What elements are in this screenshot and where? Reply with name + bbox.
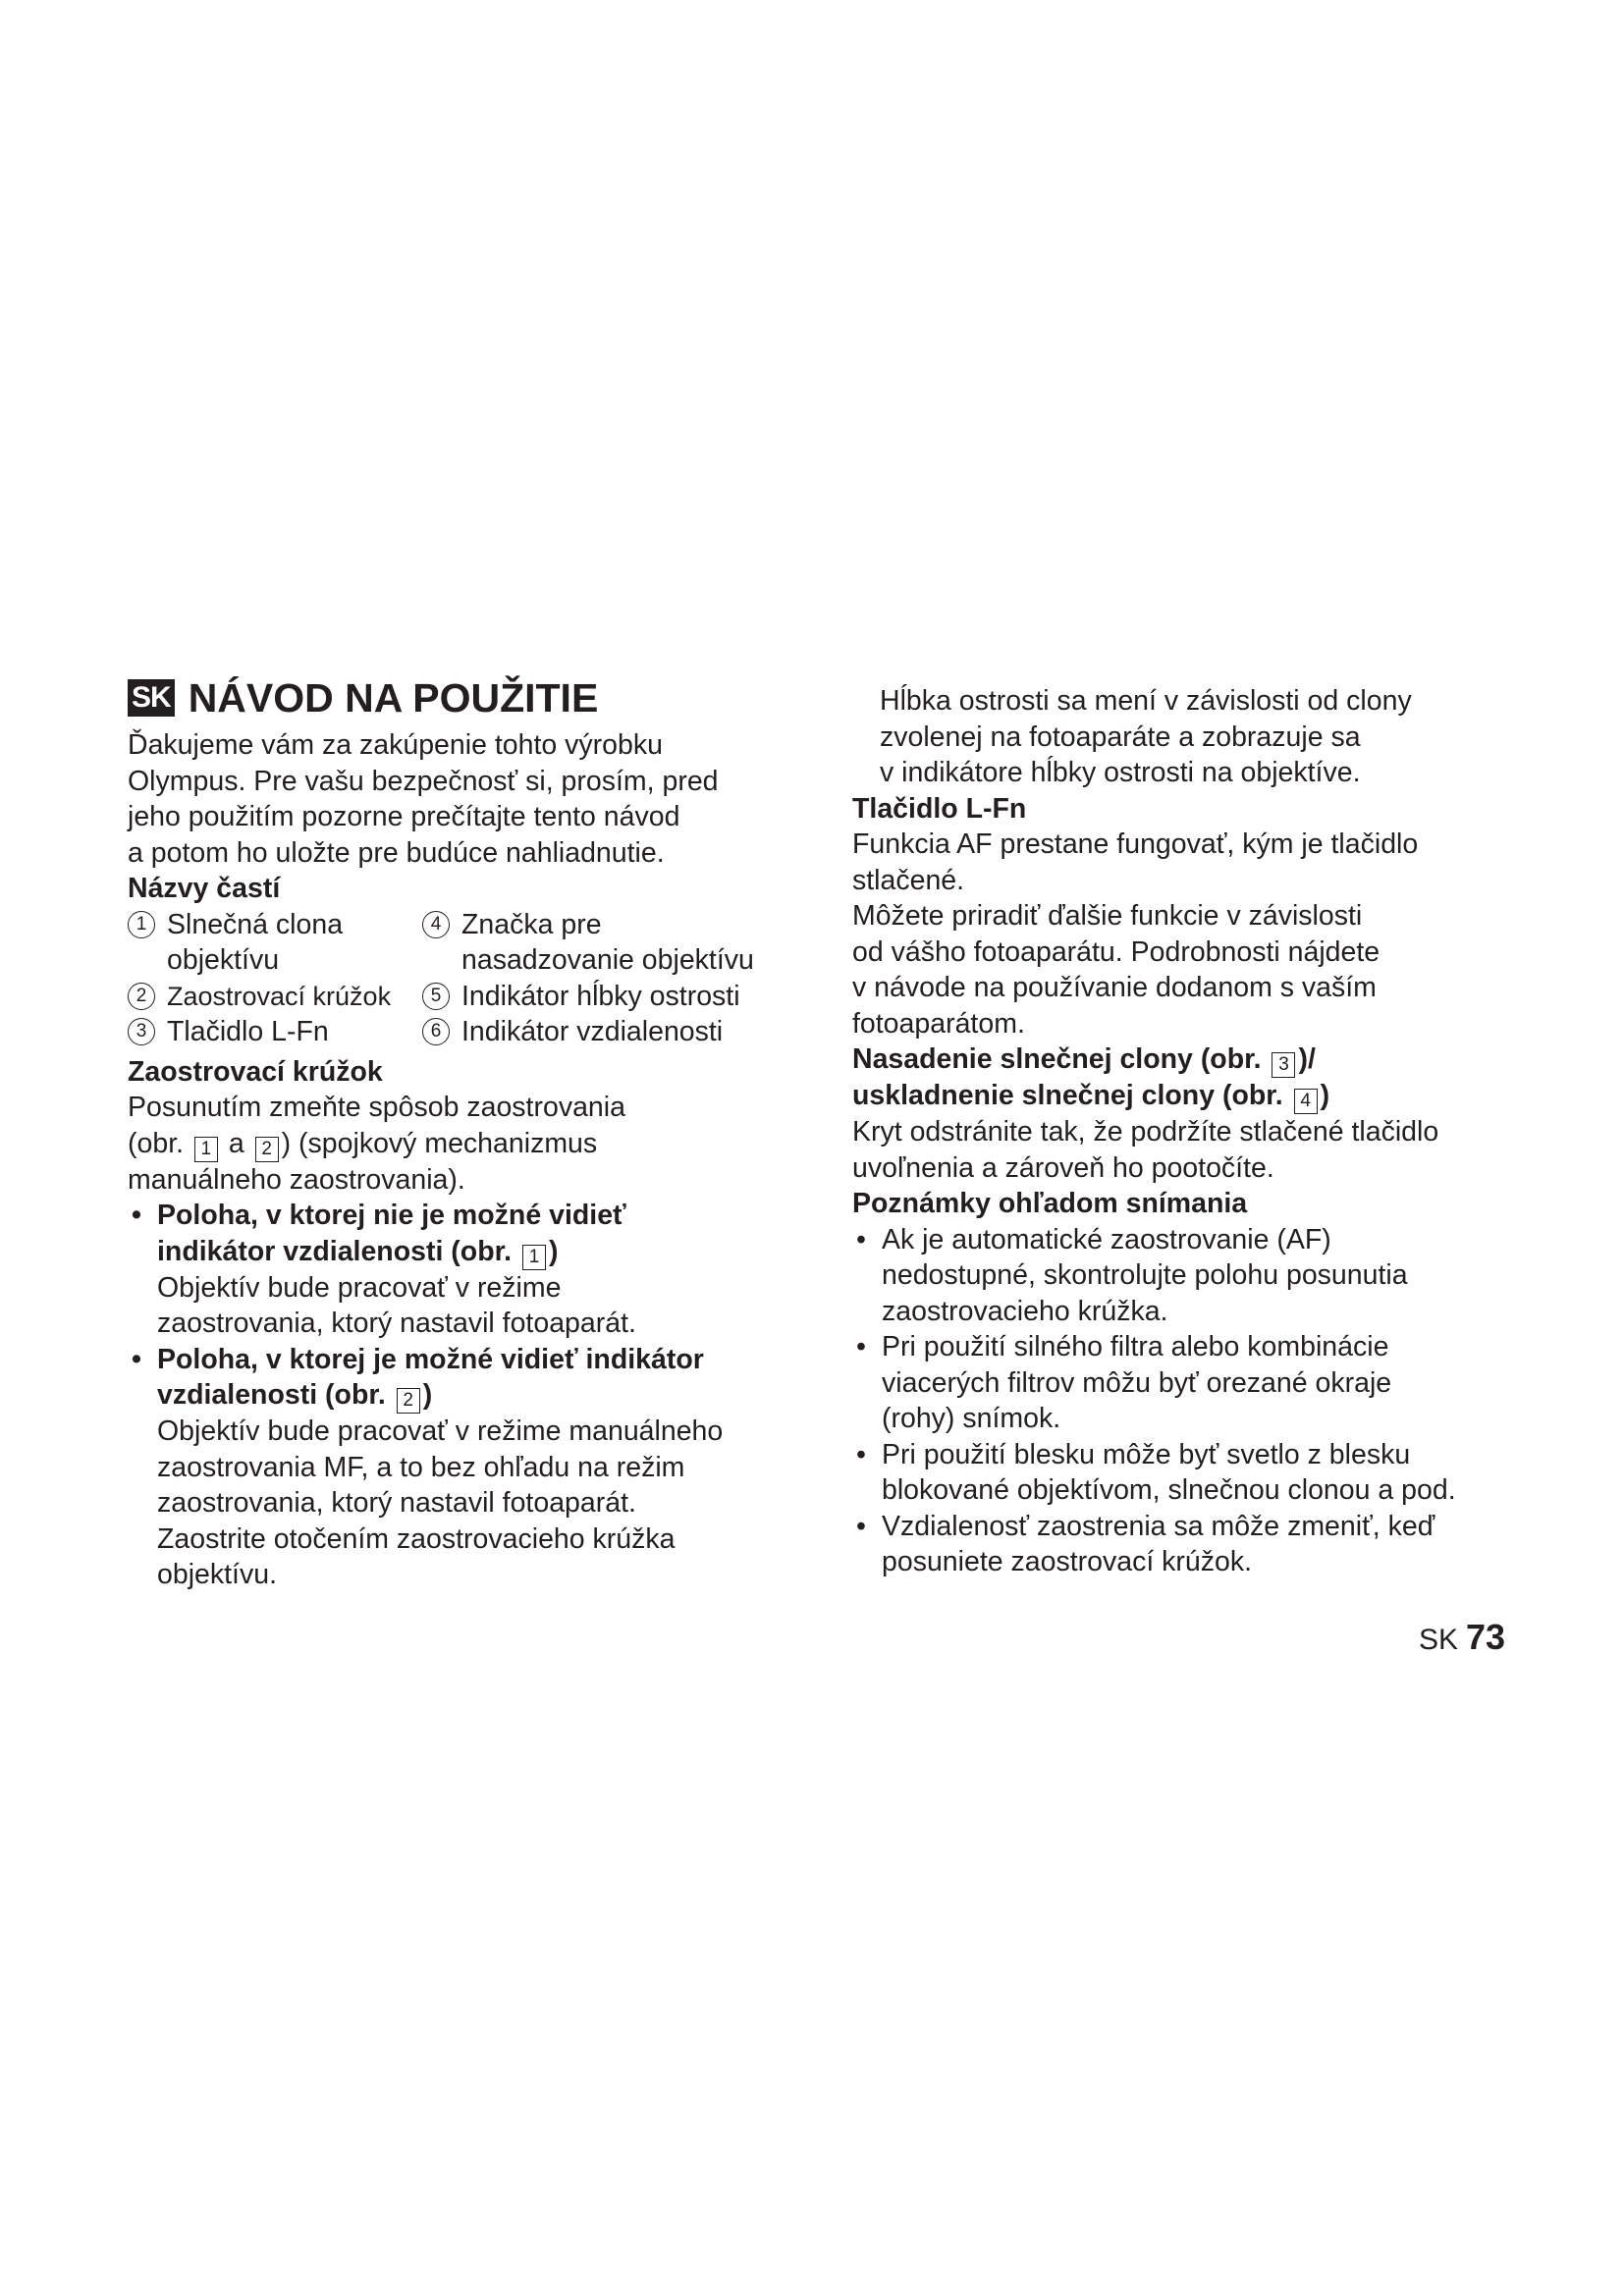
note-line: posuniete zaostrovací krúžok. xyxy=(882,1546,1253,1577)
focus-ring-desc-line: manuálneho zaostrovania). xyxy=(128,1163,465,1196)
intro-line: Olympus. Pre vašu bezpečnosť si, prosím, pred xyxy=(128,765,719,797)
part-number: 3 xyxy=(128,1018,155,1045)
list-item xyxy=(852,1437,1530,1509)
notes-list xyxy=(852,1222,1530,1580)
part-label: Indikátor vzdialenosti xyxy=(461,1016,724,1047)
lfn-line: v návode na používanie dodanom s vaším xyxy=(852,972,1377,1003)
bullet-body: zaostrovania, ktorý nastavil fotoaparát. xyxy=(157,1308,636,1339)
figure-ref: 3 xyxy=(1272,1052,1295,1078)
part-item xyxy=(128,907,422,979)
hood-text xyxy=(852,1114,1530,1186)
part-label: Zaostrovací krúžok xyxy=(167,981,392,1011)
note-line: • Ak je automatické zaostrovanie (AF) xyxy=(882,1223,1331,1255)
left-column xyxy=(128,673,805,1593)
bullet-body: zaostrovania, ktorý nastavil fotoaparát. xyxy=(157,1487,636,1519)
page-title-text: NÁVOD NA POUŽITIE xyxy=(188,675,599,721)
lfn-line: stlačené. xyxy=(852,864,965,896)
figure-ref: 4 xyxy=(1294,1089,1318,1114)
parts-heading: Názvy častí xyxy=(128,873,281,904)
note-line: • Pri použití silného filtra alebo kombinácie xyxy=(882,1331,1389,1362)
language-badge: SK xyxy=(128,679,175,717)
part-label: Slnečná clona xyxy=(167,908,344,940)
lfn-line: od vášho fotoaparátu. Podrobnosti nájdete xyxy=(852,935,1380,968)
bullet-title: • Poloha, v ktorej nie je možné vidieť xyxy=(157,1200,626,1231)
lfn-text xyxy=(852,827,1530,1041)
page-number-value: 73 xyxy=(1466,1617,1506,1657)
intro-paragraph xyxy=(128,727,805,871)
part-number: 1 xyxy=(128,911,155,938)
part-label-cont: objektívu xyxy=(167,944,280,976)
part-label-cont: nasadzovanie objektívu xyxy=(461,944,754,976)
intro-line: a potom ho uložte pre budúce nahliadnutie. xyxy=(128,836,665,869)
note-line: blokované objektívom, slnečnou clonou a pod. xyxy=(882,1474,1456,1506)
dof-line: zvolenej na fotoaparáte a zobrazuje sa xyxy=(880,721,1361,753)
list-item xyxy=(852,1222,1530,1330)
right-column xyxy=(852,683,1530,1580)
figure-ref: 1 xyxy=(522,1245,546,1270)
note-line: zaostrovacieho krúžka. xyxy=(882,1295,1168,1327)
hood-line: uvoľnenia a zároveň ho pootočíte. xyxy=(852,1151,1274,1184)
intro-line: jeho použitím pozorne prečítajte tento návod xyxy=(128,801,680,832)
page-title xyxy=(128,673,805,722)
list-item xyxy=(852,1329,1530,1437)
dof-line: v indikátore hĺbky ostrosti na objektíve. xyxy=(880,757,1361,788)
part-number: 4 xyxy=(422,911,450,938)
bullet-title: vzdialenosti (obr. 2 ) xyxy=(157,1377,805,1414)
bullet-body: Objektív bude pracovať v režime manuálneho xyxy=(157,1415,724,1447)
focus-ring-desc-line: Posunutím zmeňte spôsob zaostrovania xyxy=(128,1092,625,1123)
figure-ref: 2 xyxy=(255,1137,279,1162)
focus-ring-bullets xyxy=(128,1198,805,1593)
part-label: Značka pre xyxy=(461,908,602,940)
bullet-body: Zaostrite otočením zaostrovacieho krúžka xyxy=(157,1522,676,1555)
bullet-title: • Poloha, v ktorej je možné vidieť indikátor xyxy=(157,1343,704,1375)
part-item xyxy=(422,979,805,1015)
page-number xyxy=(1419,1618,1505,1660)
bullet-body: zaostrovania MF, a to bez ohľadu na režim xyxy=(157,1451,685,1483)
part-item xyxy=(422,1014,805,1050)
hood-heading: Nasadenie slnečnej clony (obr. 3 )/ xyxy=(852,1041,1530,1078)
hood-line: Kryt odstránite tak, že podržíte stlačené tlačidlo xyxy=(852,1116,1439,1148)
lfn-heading: Tlačidlo L-Fn xyxy=(852,792,1027,825)
notes-heading: Poznámky ohľadom snímania xyxy=(852,1188,1248,1219)
dof-line: Hĺbka ostrosti sa mení v závislosti od clony xyxy=(880,685,1412,717)
lfn-line: Môžete priradiť ďalšie funkcie v závislosti xyxy=(852,900,1363,932)
hood-heading: uskladnenie slnečnej clony (obr. 4 ) xyxy=(852,1078,1530,1114)
lfn-line: fotoaparátom. xyxy=(852,1007,1025,1040)
depth-of-field-text xyxy=(852,683,1530,791)
parts-list xyxy=(128,907,805,1050)
list-item xyxy=(128,1198,805,1342)
focus-ring-desc xyxy=(128,1090,805,1198)
lfn-line: Funkcia AF prestane fungovať, kým je tlačidlo xyxy=(852,828,1419,860)
list-item xyxy=(128,1342,805,1593)
page-lang: SK xyxy=(1419,1624,1459,1656)
list-item xyxy=(852,1509,1530,1580)
figure-ref: 2 xyxy=(397,1388,420,1414)
part-number: 2 xyxy=(128,983,155,1010)
part-number: 5 xyxy=(422,983,450,1010)
note-line: • Vzdialenosť zaostrenia sa môže zmeniť, keď xyxy=(882,1510,1435,1542)
part-item xyxy=(128,1014,422,1050)
part-label: Tlačidlo L-Fn xyxy=(167,1016,329,1047)
focus-ring-heading: Zaostrovací krúžok xyxy=(128,1055,383,1088)
bullet-title: indikátor vzdialenosti (obr. 1 ) xyxy=(157,1234,805,1270)
bullet-body: Objektív bude pracovať v režime xyxy=(157,1271,562,1304)
note-line: (rohy) snímok. xyxy=(882,1403,1061,1434)
bullet-body: objektívu. xyxy=(157,1559,277,1590)
intro-line: Ďakujeme vám za zakúpenie tohto výrobku xyxy=(128,729,663,761)
figure-ref: 1 xyxy=(194,1137,218,1162)
note-line: nedostupné, skontrolujte polohu posunutia xyxy=(882,1259,1408,1291)
part-number: 6 xyxy=(422,1018,450,1045)
focus-ring-desc-line: (obr. 1 a 2 ) (spojkový mechanizmus xyxy=(128,1126,805,1162)
part-label: Indikátor hĺbky ostrosti xyxy=(461,980,740,1012)
note-line: viacerých filtrov môžu byť orezané okraje xyxy=(882,1366,1392,1399)
part-item xyxy=(128,979,422,1015)
part-item xyxy=(422,907,805,979)
note-line: • Pri použití blesku môže byť svetlo z blesku xyxy=(882,1438,1411,1470)
